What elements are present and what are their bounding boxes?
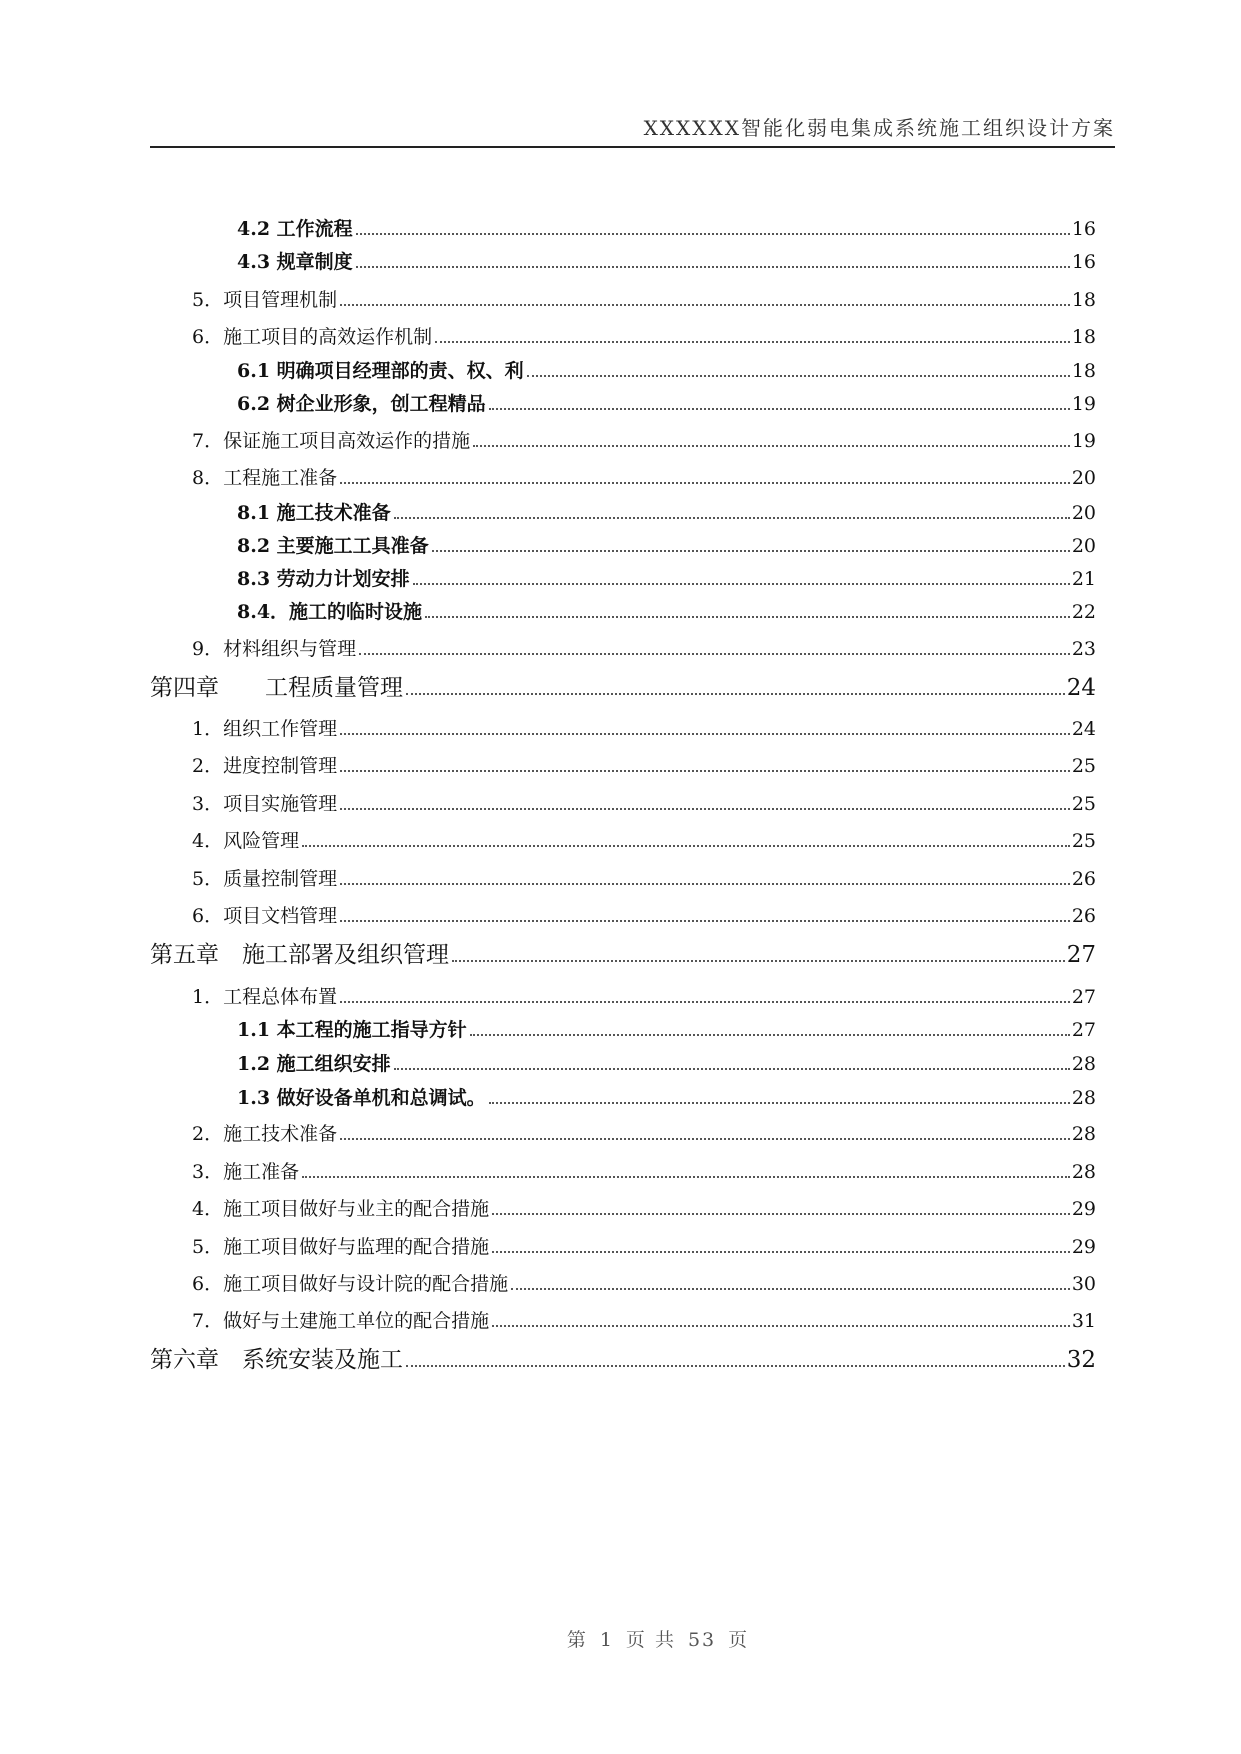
- toc-dot-leader: [489, 1102, 1070, 1104]
- toc-entry[interactable]: [150, 531, 1096, 558]
- document-header: [150, 112, 1115, 148]
- toc-dot-leader: [359, 653, 1070, 655]
- toc-dot-leader: [432, 550, 1070, 552]
- footer-total-pages: 53: [687, 1629, 717, 1651]
- toc-entry-label: 2．进度控制管理: [192, 755, 338, 777]
- toc-entry[interactable]: [150, 634, 1096, 661]
- toc-entry-page-number: 23: [1071, 638, 1096, 660]
- toc-entry-label: 6.2 树企业形象，创工程精品: [237, 393, 486, 415]
- toc-dot-leader: [340, 920, 1070, 922]
- toc-entry[interactable]: [150, 864, 1096, 891]
- toc-dot-leader: [435, 341, 1070, 343]
- toc-entry-page-number: 20: [1071, 535, 1096, 557]
- toc-dot-leader: [356, 266, 1070, 268]
- toc-entry-label: 8.1 施工技术准备: [237, 502, 391, 524]
- toc-dot-leader: [394, 517, 1070, 519]
- toc-entry-label: 第四章 工程质量管理: [150, 675, 403, 701]
- toc-entry-page-number: 21: [1071, 568, 1096, 590]
- toc-entry[interactable]: [150, 498, 1096, 525]
- toc-entry-label: 2．施工技术准备: [192, 1123, 338, 1145]
- toc-dot-leader: [302, 845, 1070, 847]
- toc-entry-label: 8.3 劳动力计划安排: [237, 568, 410, 590]
- toc-entry[interactable]: [150, 936, 1096, 969]
- page-footer: [0, 1625, 1241, 1652]
- toc-entry-label: 5．施工项目做好与监理的配合措施: [192, 1236, 490, 1258]
- toc-entry[interactable]: [150, 714, 1096, 741]
- toc-entry-page-number: 25: [1071, 793, 1096, 815]
- toc-dot-leader: [340, 733, 1070, 735]
- toc-entry[interactable]: [150, 597, 1096, 624]
- toc-entry[interactable]: [150, 1232, 1096, 1259]
- toc-entry-label: 6．项目文档管理: [192, 905, 338, 927]
- footer-current-page: 1: [599, 1629, 614, 1651]
- toc-entry[interactable]: [150, 322, 1096, 349]
- toc-entry-page-number: 16: [1071, 251, 1096, 273]
- toc-entry[interactable]: [150, 982, 1096, 1009]
- toc-dot-leader: [302, 1176, 1070, 1178]
- toc-entry-label: 8．工程施工准备: [192, 467, 338, 489]
- toc-dot-leader: [340, 482, 1070, 484]
- toc-entry-page-number: 16: [1071, 218, 1096, 240]
- toc-entry[interactable]: [150, 389, 1096, 416]
- toc-entry-label: 3．项目实施管理: [192, 793, 338, 815]
- toc-entry-page-number: 24: [1066, 675, 1096, 701]
- toc-entry-page-number: 28: [1071, 1087, 1096, 1109]
- toc-entry[interactable]: [150, 1269, 1096, 1296]
- toc-entry-label: 4.3 规章制度: [237, 251, 353, 273]
- toc-entry-label: 4．施工项目做好与业主的配合措施: [192, 1198, 490, 1220]
- toc-entry-page-number: 18: [1071, 360, 1096, 382]
- document-title: XXXXXX智能化弱电集成系统施工组织设计方案: [643, 116, 1115, 140]
- toc-entry-page-number: 25: [1071, 830, 1096, 852]
- toc-entry-label: 1.2 施工组织安排: [237, 1053, 391, 1075]
- toc-dot-leader: [340, 770, 1070, 772]
- toc-dot-leader: [511, 1288, 1070, 1290]
- toc-dot-leader: [394, 1068, 1070, 1070]
- toc-entry-page-number: 19: [1071, 430, 1096, 452]
- toc-entry-page-number: 19: [1071, 393, 1096, 415]
- toc-dot-leader: [340, 304, 1070, 306]
- toc-entry-page-number: 27: [1071, 1019, 1096, 1041]
- toc-entry[interactable]: [150, 1306, 1096, 1333]
- toc-entry-label: 8.2 主要施工工具准备: [237, 535, 429, 557]
- toc-entry[interactable]: [150, 214, 1096, 241]
- toc-entry-page-number: 28: [1071, 1123, 1096, 1145]
- toc-entry-page-number: 27: [1066, 942, 1096, 968]
- toc-entry-label: 6．施工项目做好与设计院的配合措施: [192, 1273, 509, 1295]
- toc-entry-label: 7．保证施工项目高效运作的措施: [192, 430, 471, 452]
- toc-entry-label: 第六章 系统安装及施工: [150, 1347, 403, 1373]
- toc-entry[interactable]: [150, 1341, 1096, 1374]
- toc-entry[interactable]: [150, 751, 1096, 778]
- toc-dot-leader: [413, 583, 1070, 585]
- toc-entry-page-number: 24: [1071, 718, 1096, 740]
- toc-entry[interactable]: [150, 1119, 1096, 1146]
- toc-entry[interactable]: [150, 1015, 1096, 1042]
- toc-dot-leader: [527, 375, 1070, 377]
- toc-dot-leader: [356, 233, 1070, 235]
- toc-dot-leader: [340, 808, 1070, 810]
- toc-entry-label: 1．工程总体布置: [192, 986, 338, 1008]
- toc-entry-label: 4.2 工作流程: [237, 218, 353, 240]
- toc-entry-page-number: 28: [1071, 1161, 1096, 1183]
- toc-entry[interactable]: [150, 1083, 1096, 1110]
- toc-entry[interactable]: [150, 426, 1096, 453]
- toc-entry-label: 1.3 做好设备单机和总调试。: [237, 1087, 486, 1109]
- toc-entry-page-number: 30: [1071, 1273, 1096, 1295]
- toc-entry-page-number: 20: [1071, 502, 1096, 524]
- toc-entry-page-number: 29: [1071, 1198, 1096, 1220]
- toc-entry[interactable]: [150, 564, 1096, 591]
- toc-entry-page-number: 28: [1071, 1053, 1096, 1075]
- toc-entry-label: 7．做好与土建施工单位的配合措施: [192, 1310, 490, 1332]
- toc-entry[interactable]: [150, 789, 1096, 816]
- toc-dot-leader: [492, 1213, 1070, 1215]
- toc-entry-page-number: 26: [1071, 905, 1096, 927]
- toc-entry[interactable]: [150, 285, 1096, 312]
- toc-entry-label: 4．风险管理: [192, 830, 300, 852]
- toc-entry-label: 6．施工项目的高效运作机制: [192, 326, 433, 348]
- toc-dot-leader: [489, 408, 1070, 410]
- toc-entry-page-number: 27: [1071, 986, 1096, 1008]
- footer-prefix: 第: [566, 1629, 588, 1651]
- toc-dot-leader: [470, 1034, 1070, 1036]
- toc-entry-page-number: 18: [1071, 289, 1096, 311]
- toc-entry-label: 第五章 施工部署及组织管理: [150, 942, 449, 968]
- toc-entry-page-number: 26: [1071, 868, 1096, 890]
- toc-entry[interactable]: [150, 463, 1096, 490]
- toc-entry-label: 1．组织工作管理: [192, 718, 338, 740]
- toc-entry-page-number: 22: [1071, 601, 1096, 623]
- toc-entry[interactable]: [150, 247, 1096, 274]
- footer-mid: 页 共: [625, 1629, 676, 1651]
- toc-dot-leader: [425, 616, 1070, 618]
- toc-entry-page-number: 32: [1066, 1347, 1096, 1373]
- toc-entry-label: 1.1 本工程的施工指导方针: [237, 1019, 467, 1041]
- toc-entry-page-number: 29: [1071, 1236, 1096, 1258]
- toc-entry-label: 6.1 明确项目经理部的责、权、利: [237, 360, 524, 382]
- toc-dot-leader: [473, 445, 1070, 447]
- toc-entry-label: 5．项目管理机制: [192, 289, 338, 311]
- toc-entry-page-number: 25: [1071, 755, 1096, 777]
- toc-dot-leader: [452, 960, 1065, 962]
- toc-entry[interactable]: [150, 901, 1096, 928]
- toc-entry-page-number: 18: [1071, 326, 1096, 348]
- toc-entry[interactable]: [150, 669, 1096, 702]
- toc-entry[interactable]: [150, 1049, 1096, 1076]
- toc-entry-label: 3．施工准备: [192, 1161, 300, 1183]
- toc-entry-label: 5．质量控制管理: [192, 868, 338, 890]
- toc-entry[interactable]: [150, 1194, 1096, 1221]
- toc-dot-leader: [492, 1251, 1070, 1253]
- toc-dot-leader: [406, 693, 1065, 695]
- footer-suffix: 页: [728, 1629, 750, 1651]
- toc-entry-page-number: 31: [1071, 1310, 1096, 1332]
- toc-entry[interactable]: [150, 356, 1096, 383]
- toc-entry-page-number: 20: [1071, 467, 1096, 489]
- toc-dot-leader: [340, 1138, 1070, 1140]
- toc-entry-label: 9．材料组织与管理: [192, 638, 357, 660]
- toc-dot-leader: [340, 883, 1070, 885]
- toc-entry[interactable]: [150, 1157, 1096, 1184]
- toc-dot-leader: [492, 1325, 1070, 1327]
- toc-dot-leader: [406, 1365, 1065, 1367]
- toc-entry-label: 8.4．施工的临时设施: [237, 601, 423, 623]
- toc-entry[interactable]: [150, 826, 1096, 853]
- toc-dot-leader: [340, 1001, 1070, 1003]
